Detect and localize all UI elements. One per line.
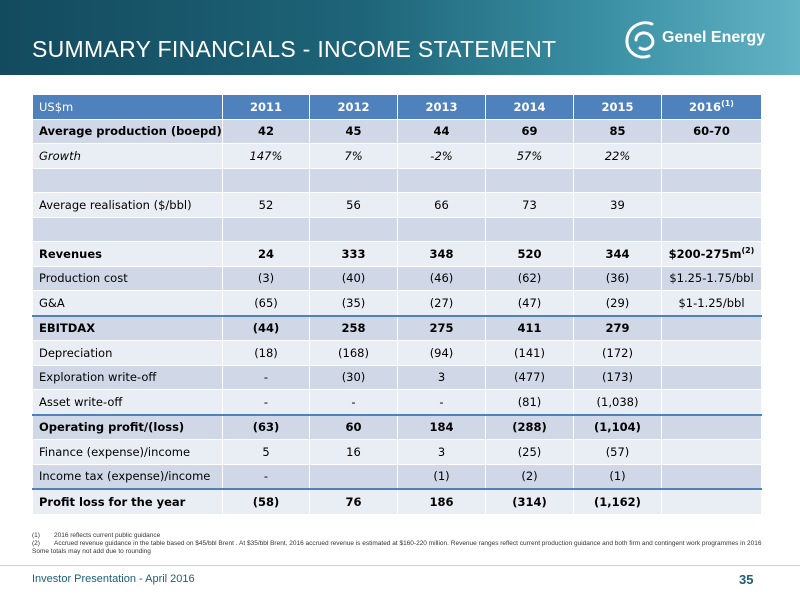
table-cell: (27) <box>398 291 486 316</box>
table-cell <box>310 217 398 242</box>
logo-text: Genel Energy <box>662 29 766 46</box>
table-cell <box>574 217 662 242</box>
table-cell: (18) <box>223 341 310 366</box>
table-cell <box>398 217 486 242</box>
table-cell: 66 <box>398 193 486 218</box>
row-label: EBITDAX <box>33 316 223 341</box>
table-cell <box>662 193 762 218</box>
company-logo <box>622 18 772 62</box>
table-cell <box>662 440 762 465</box>
table-cell <box>223 217 310 242</box>
table-cell: 76 <box>310 489 398 514</box>
table-cell: 16 <box>310 440 398 465</box>
table-row <box>33 217 762 242</box>
footnote-number: (2) <box>32 540 40 547</box>
table-cell: (47) <box>486 291 574 316</box>
row-label: Profit loss for the year <box>33 489 223 514</box>
row-label: Production cost <box>33 266 223 291</box>
table-cell: (2) <box>486 464 574 489</box>
table-cell <box>574 168 662 193</box>
table-cell <box>662 144 762 169</box>
corner-cell: US$m <box>33 95 223 120</box>
table-cell: (44) <box>223 316 310 341</box>
table-cell: 3 <box>398 365 486 390</box>
table-cell: - <box>398 390 486 415</box>
table-row <box>33 119 762 144</box>
income-statement-table <box>32 94 762 515</box>
table-cell: 5 <box>223 440 310 465</box>
table-row <box>33 365 762 390</box>
table-cell <box>662 489 762 514</box>
footnote-number: (1) <box>32 532 40 539</box>
row-label: Finance (expense)/income <box>33 440 223 465</box>
table-row <box>33 390 762 415</box>
table-cell: - <box>223 390 310 415</box>
table-cell: (314) <box>486 489 574 514</box>
slide-header <box>0 0 800 75</box>
row-label: Income tax (expense)/income <box>33 464 223 489</box>
table-cell: 348 <box>398 242 486 267</box>
table-cell <box>310 168 398 193</box>
footnote <box>32 532 772 540</box>
row-label: Operating profit/(loss) <box>33 415 223 440</box>
table-cell: 85 <box>574 119 662 144</box>
table-cell: 3 <box>398 440 486 465</box>
table-cell <box>662 464 762 489</box>
row-label: Depreciation <box>33 341 223 366</box>
table-cell: (1) <box>574 464 662 489</box>
table-cell: (81) <box>486 390 574 415</box>
table-cell <box>662 168 762 193</box>
table-cell <box>398 168 486 193</box>
table-cell: 7% <box>310 144 398 169</box>
table-cell: 24 <box>223 242 310 267</box>
table-cell: (477) <box>486 365 574 390</box>
footnotes <box>32 532 772 556</box>
table-cell: (65) <box>223 291 310 316</box>
row-label: Average production (boepd) <box>33 119 223 144</box>
table-row <box>33 341 762 366</box>
year-header: 2015 <box>574 95 662 120</box>
table-cell <box>662 390 762 415</box>
table-cell: 184 <box>398 415 486 440</box>
table-cell: (46) <box>398 266 486 291</box>
table-cell: (29) <box>574 291 662 316</box>
table-cell: 22% <box>574 144 662 169</box>
page-title: SUMMARY FINANCIALS - INCOME STATEMENT <box>32 36 557 62</box>
page-number: 35 <box>739 572 754 587</box>
table-cell: (3) <box>223 266 310 291</box>
table-cell: (168) <box>310 341 398 366</box>
footnote-text: Accrued revenue guidance in the table based on $45/bbl Brent . At $35/bbl Brent, 2016 accrued revenue is estimated at $160-220 million. Revenue ranges reflect current production guidance and both firm and contingent work programmes in 2016 <box>54 540 762 547</box>
footnote <box>32 540 772 548</box>
table-cell: (25) <box>486 440 574 465</box>
table-cell: (63) <box>223 415 310 440</box>
year-header: 2011 <box>223 95 310 120</box>
table-cell: 56 <box>310 193 398 218</box>
table-header-row <box>33 95 762 120</box>
table-cell: (1) <box>398 464 486 489</box>
table-cell: (35) <box>310 291 398 316</box>
table-cell: - <box>223 464 310 489</box>
table-cell: 45 <box>310 119 398 144</box>
table-cell <box>310 464 398 489</box>
row-label <box>33 168 223 193</box>
table-cell: 411 <box>486 316 574 341</box>
table-cell <box>486 168 574 193</box>
table-cell: 60 <box>310 415 398 440</box>
row-label: G&A <box>33 291 223 316</box>
table-cell: 275 <box>398 316 486 341</box>
table-cell: (1,162) <box>574 489 662 514</box>
table-cell: 52 <box>223 193 310 218</box>
table-cell: $1.25-1.75/bbl <box>662 266 762 291</box>
table-cell: (172) <box>574 341 662 366</box>
table-cell <box>662 365 762 390</box>
table-row <box>33 168 762 193</box>
table-cell: (58) <box>223 489 310 514</box>
table-cell: (173) <box>574 365 662 390</box>
table-cell <box>662 217 762 242</box>
footnote-text: 2016 reflects current public guidance <box>54 532 161 539</box>
table-cell <box>662 341 762 366</box>
footer-divider <box>0 565 800 566</box>
table-row <box>33 266 762 291</box>
table-cell: 344 <box>574 242 662 267</box>
table-row <box>33 144 762 169</box>
table-cell: - <box>223 365 310 390</box>
table-cell: (30) <box>310 365 398 390</box>
row-label: Growth <box>33 144 223 169</box>
table-cell: (1,038) <box>574 390 662 415</box>
table-cell: 279 <box>574 316 662 341</box>
year-header: 2014 <box>486 95 574 120</box>
table-cell: $\$200-275m^{(2)}$ <box>662 242 762 267</box>
row-label <box>33 217 223 242</box>
table-cell: 147% <box>223 144 310 169</box>
table-cell: 60-70 <box>662 119 762 144</box>
table-cell: (36) <box>574 266 662 291</box>
table-row <box>33 489 762 514</box>
table-cell: (288) <box>486 415 574 440</box>
genel-energy-logo-icon <box>622 18 662 62</box>
table-cell: 333 <box>310 242 398 267</box>
rounding-note: Some totals may not add due to rounding <box>32 548 151 555</box>
table-cell: $1-1.25/bbl <box>662 291 762 316</box>
table-row <box>33 464 762 489</box>
year-header: 2012 <box>310 95 398 120</box>
table-cell: (94) <box>398 341 486 366</box>
table-row <box>33 242 762 267</box>
table-cell <box>662 316 762 341</box>
table-row <box>33 440 762 465</box>
table-cell <box>223 168 310 193</box>
table-cell: (57) <box>574 440 662 465</box>
table-cell <box>486 217 574 242</box>
table-cell: 186 <box>398 489 486 514</box>
table-row <box>33 291 762 316</box>
table-cell: 44 <box>398 119 486 144</box>
table-row <box>33 193 762 218</box>
table-cell: (141) <box>486 341 574 366</box>
footer-text: Investor Presentation - April 2016 <box>32 573 195 585</box>
year-header: 2013 <box>398 95 486 120</box>
table-cell: -2% <box>398 144 486 169</box>
table-cell: (40) <box>310 266 398 291</box>
row-label: Asset write-off <box>33 390 223 415</box>
table-row <box>33 415 762 440</box>
table-cell: 73 <box>486 193 574 218</box>
table-cell: 42 <box>223 119 310 144</box>
row-label: Revenues <box>33 242 223 267</box>
table-cell: (1,104) <box>574 415 662 440</box>
table-cell <box>662 415 762 440</box>
row-label: Average realisation ($/bbl) <box>33 193 223 218</box>
table-cell: 39 <box>574 193 662 218</box>
table-cell: 258 <box>310 316 398 341</box>
table-row <box>33 316 762 341</box>
year-header: 2016$^{(1)}$ <box>662 95 762 120</box>
row-label: Exploration write-off <box>33 365 223 390</box>
table-cell: 69 <box>486 119 574 144</box>
table-cell: 57% <box>486 144 574 169</box>
table-cell: 520 <box>486 242 574 267</box>
table-cell: (62) <box>486 266 574 291</box>
table-cell: - <box>310 390 398 415</box>
